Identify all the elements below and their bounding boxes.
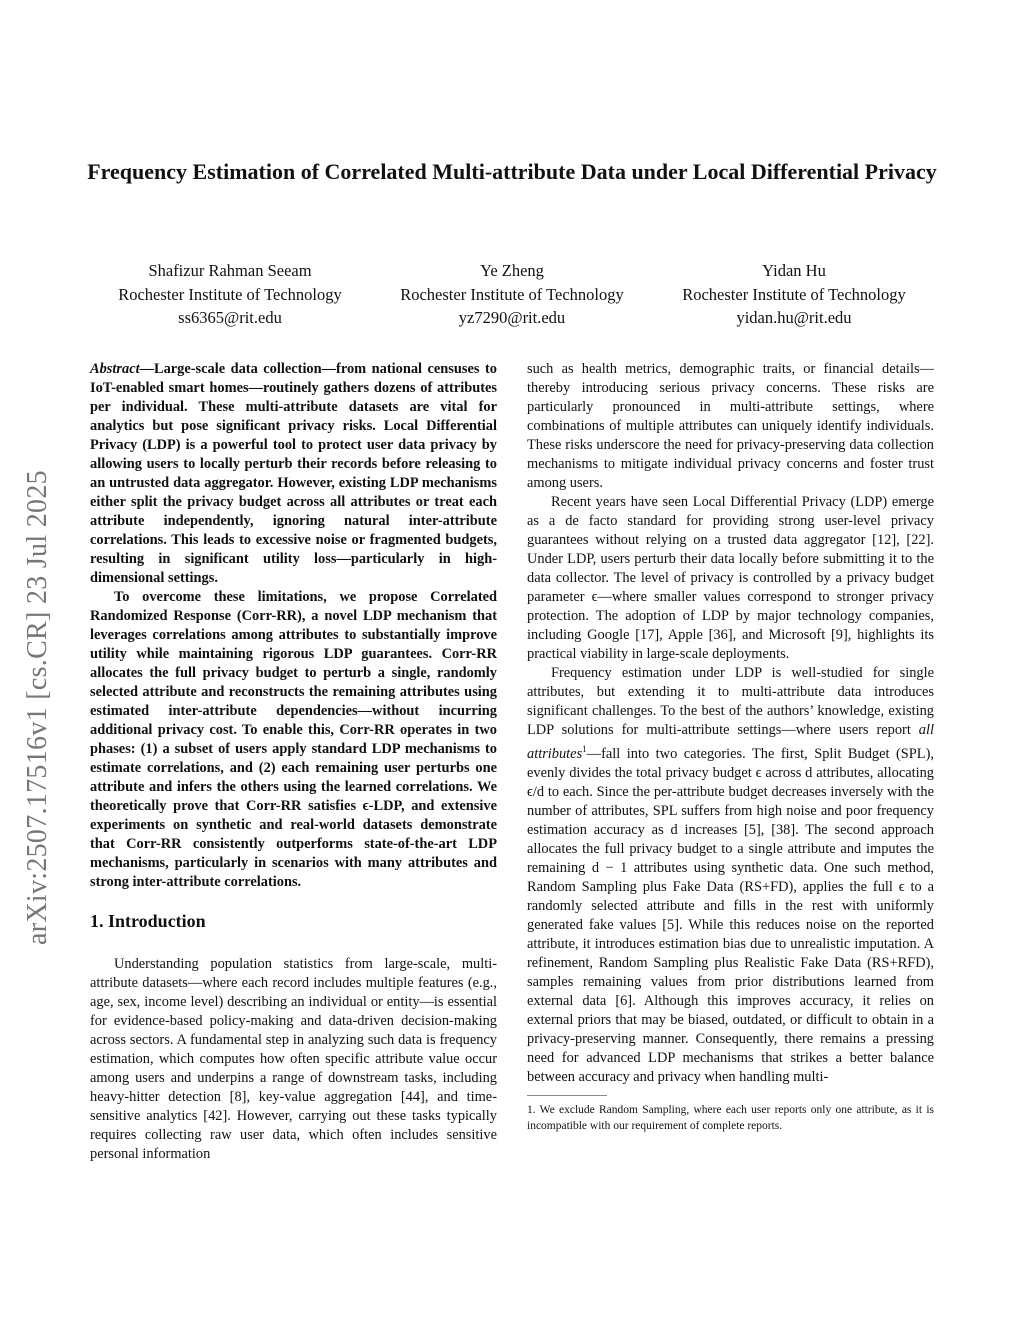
author-name: Ye Zheng [480,261,544,280]
author-email: yz7290@rit.edu [458,308,566,327]
footnote: 1. We exclude Random Sampling, where each user reports only one attribute, as it is incompatible with our requirement of complete reports. [527,1103,934,1132]
body-paragraph [527,664,934,1087]
author-affiliation: Rochester Institute of Technology [118,284,342,304]
body-paragraph: Understanding population statistics from large-scale, multi-attribute datasets—where each record includes multiple features (e.g., age, sex, income level) describing an individual or entity—is essential for evidence-based policy-making and data-driven decision-making across sectors. A fundamental step in analyzing such data is frequency estimation, which computes how often specific attribute value occur among users and underpins a range of downstream tasks, including heavy-hitter detection [8], key-value aggregation [44], and time-sensitive analytics [42]. However, carrying out these tasks typically requires collecting raw user data, which often includes sensitive personal information [90,956,497,1162]
body-paragraph: Recent years have seen Local Differential Privacy (LDP) emerge as a de facto standard for providing strong user-level privacy guarantees without relying on a trusted data aggregator [12], [22]. Under LDP, users perturb their data locally before submitting it to the data collector. The level of privacy is controlled by a privacy budget parameter ϵ—where smaller values correspond to stronger privacy protection. The adoption of LDP by major technology companies, including Google [17], Apple [36], and Microsoft [9], highlights its practical viability in large-scale deployments. [527,494,934,662]
author-block [654,259,934,330]
body-text: Frequency estimation under LDP is well-studied for single attributes, but extending it to multi-attribute data introduces significant challenges. To the best of the authors’ knowledge, existing LDP solutions for multi-attribute settings—where users report [527,665,934,738]
section-heading: 1. Introduction [90,911,206,931]
author-name: Shafizur Rahman Seeam [148,261,312,280]
abstract-paragraph [90,360,497,588]
left-column [90,360,497,1164]
author-email: yidan.hu@rit.edu [736,308,852,327]
author-name: Yidan Hu [762,261,826,280]
body-paragraph: such as health metrics, demographic traits, or financial details—thereby introducing serious privacy concerns. These risks are particularly pronounced in multi-attribute settings, where combinations of multiple attributes can uniquely identify individuals. These risks underscore the need for privacy-preserving data collection mechanisms to mitigate individual privacy concerns and foster trust among users. [527,361,934,491]
emphasis-text: all attributes [527,722,934,762]
abstract-label: Abstract [90,361,140,377]
author-affiliation: Rochester Institute of Technology [400,284,624,304]
arxiv-watermark: arXiv:2507.17516v1 [cs.CR] 23 Jul 2025 [22,470,53,945]
footnote-divider [527,1095,607,1096]
author-affiliation: Rochester Institute of Technology [682,284,906,304]
right-column [527,360,934,1134]
body-text: —fall into two categories. The first, Split Budget (SPL), evenly divides the total privacy budget ϵ across d attributes, allocating ϵ/d to each. Since the per-attribute budget decreases inversely with the number of attributes, SPL suffers from high noise and poor frequency estimation accuracy as d increases [5], [38]. The second approach allocates the full privacy budget to a single attribute and imputes the remaining d − 1 attributes using synthetic data. One such method, Random Sampling plus Fake Data (RS+FD), applies the full ϵ to a randomly selected attribute and fills in the rest with uniformly generated fake values [5]. While this reduces noise on the reported attribute, it introduces estimation bias due to unrealistic imputation. A refinement, Random Sampling plus Realistic Fake Data (RS+RFD), samples remaining values from prior distributions learned from external data [6]. Although this improves accuracy, it relies on external priors that may be biased, outdated, or difficult to obtain in a privacy-preserving manner. Consequently, there remains a pressing need for advanced LDP mechanisms that strikes a better balance between accuracy and privacy when handling multi- [527,745,934,1085]
footnote-marker: 1 [582,744,587,754]
author-block [372,259,652,330]
author-block [90,259,370,330]
abstract-paragraph: To overcome these limitations, we propose Correlated Randomized Response (Corr-RR), a novel LDP mechanism that leverages correlations among attributes to substantially improve utility while maintaining rigorous LDP guarantees. Corr-RR allocates the full privacy budget to perturb a single, randomly selected attribute and reconstructs the remaining attributes using estimated inter-attribute dependencies—without incurring additional privacy cost. To enable this, Corr-RR operates in two phases: (1) a subset of users apply standard LDP mechanisms to estimate correlations, and (2) each remaining user perturbs one attribute and infers the others using the learned correlations. We theoretically prove that Corr-RR satisfies ϵ-LDP, and extensive experiments on synthetic and real-world datasets demonstrate that Corr-RR consistently outperforms state-of-the-art LDP mechanisms, particularly in scenarios with many attributes and strong inter-attribute correlations. [90,589,497,890]
paper-title: Frequency Estimation of Correlated Multi-attribute Data under Local Differential Privacy [87,159,937,184]
abstract-text: —Large-scale data collection—from national censuses to IoT-enabled smart homes—routinely gathers dozens of attributes per individual. These multi-attribute datasets are vital for analytics but pose significant privacy risks. Local Differential Privacy (LDP) is a powerful tool to protect user data privacy by allowing users to locally perturb their records before releasing to an untrusted data aggregator. However, existing LDP mechanisms either split the privacy budget across all attributes or treat each attribute independently, ignoring natural inter-attribute correlations. This leads to excessive noise or fragmented budgets, resulting in significant utility loss—particularly in high-dimensional settings. [90,361,497,586]
author-list [90,259,934,330]
author-email: ss6365@rit.edu [178,308,282,327]
